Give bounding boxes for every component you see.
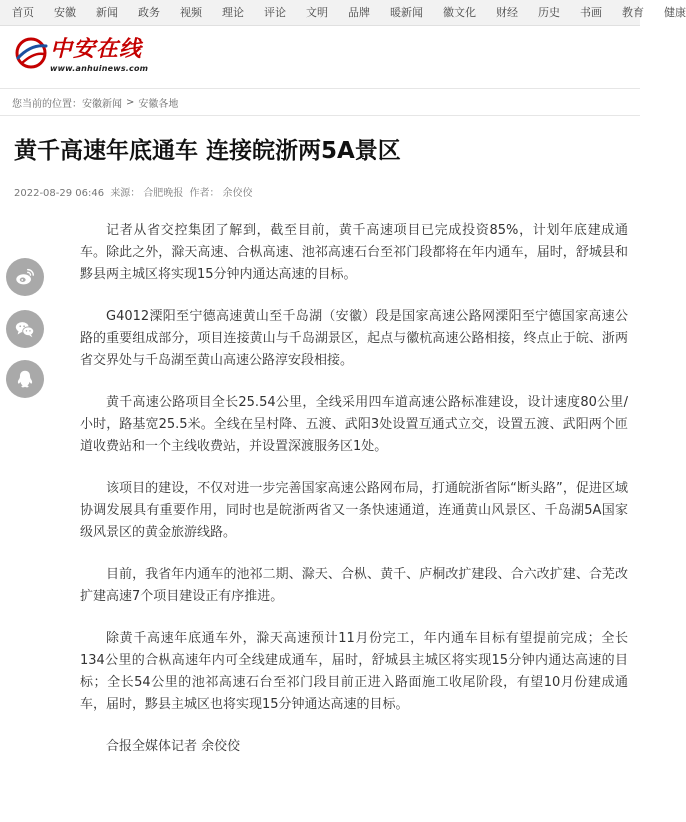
nav-item-education[interactable]: 教育 (622, 5, 644, 19)
weibo-icon (14, 266, 36, 288)
nav-item-video[interactable]: 视频 (180, 5, 202, 19)
article-paragraph: 目前，我省年内通车的池祁二期、滁天、合枞、黄千、庐桐改扩建段、合六改扩建、合芜改扩建高速7个项目建设正有序推进。 (80, 567, 628, 604)
nav-item-theory[interactable]: 理论 (222, 5, 244, 19)
nav-item-commentary[interactable]: 评论 (264, 5, 286, 19)
share-wechat-button[interactable] (6, 310, 44, 348)
author-name: 余佼佼 (222, 188, 253, 199)
nav-item-calligraphy[interactable]: 书画 (580, 5, 602, 19)
nav-item-civilization[interactable]: 文明 (306, 5, 328, 19)
nav-item-brand[interactable]: 品牌 (348, 5, 370, 19)
breadcrumb-item-anhui-local[interactable]: 安徽各地 (138, 98, 179, 110)
author-label: 作者： (189, 188, 220, 199)
nav-item-news[interactable]: 新闻 (96, 5, 118, 19)
article-paragraph: 该项目的建设，不仅对进一步完善国家高速公路网布局，打通皖浙省际“断头路”，促进区域协调发展具有重要作用，同时也是皖浙两省又一条快速通道，连通黄山风景区、千岛湖5A国家级风景区的黄金旅游线路。 (80, 481, 628, 540)
share-qq-button[interactable] (6, 360, 44, 398)
article-body (80, 220, 628, 758)
wechat-icon (14, 318, 36, 340)
nav-item-health[interactable]: 健康 (664, 5, 686, 19)
logo-text: 中安在线 (50, 36, 143, 62)
article-paragraph: 记者从省交控集团了解到，截至目前，黄千高速项目已完成投资85%，计划年底建成通车。除此之外，滁天高速、合枞高速、池祁高速石台至祁门段都将在年内通车，届时，舒城县和黟县两主城区将实现15分钟内通达高速的目标。 (80, 223, 628, 282)
logo-url: www.anhuinews.com (50, 64, 149, 73)
page-title: 黄千高速年底通车 连接皖浙两5A景区 (14, 138, 401, 164)
breadcrumb-separator: > (126, 96, 135, 108)
site-logo[interactable] (14, 34, 174, 80)
nav-item-warm-news[interactable]: 暖新闻 (390, 5, 423, 19)
nav-item-finance[interactable]: 财经 (496, 5, 518, 19)
article-paragraph: 黄千高速公路项目全长25.54公里，全线采用四车道高速公路标准建设，设计速度80公里/小时，路基宽25.5米。全线在呈村降、五渡、武阳3处设置互通式立交，设置五渡、武阳两个匝道收费站和一个主线收费站，并设置深渡服务区1处。 (80, 395, 628, 454)
source-name: 合肥晚报 (143, 188, 184, 199)
nav-item-anhui[interactable]: 安徽 (54, 5, 76, 19)
nav-item-hui-culture[interactable]: 徽文化 (443, 5, 476, 19)
article-byline: 合报全媒体记者 余佼佼 (106, 739, 241, 754)
source-label: 来源： (110, 188, 141, 199)
article-paragraph: G4012溧阳至宁德高速黄山至千岛湖（安徽）段是国家高速公路网溧阳至宁德国家高速公路的重要组成部分，项目连接黄山与千岛湖景区，起点与徽杭高速公路相接，终点止于皖、浙两省交界处与千岛湖至黄山高速公路淳安段相接。 (80, 309, 628, 368)
header (0, 26, 640, 88)
top-nav (0, 0, 686, 26)
nav-item-history[interactable]: 历史 (538, 5, 560, 19)
qq-icon (14, 368, 36, 390)
breadcrumb (0, 88, 640, 116)
article-paragraph: 除黄千高速年底通车外，滁天高速预计11月份完工，年内通车目标有望提前完成；全长134公里的合枞高速年内可全线建成通车，届时，舒城县主城区将实现15分钟内通达高速的目标；全长54公里的池祁高速石台至祁门段目前正进入路面施工收尾阶段，有望10月份建成通车，届时，黟县主城区也将实现15分钟通达高速的目标。 (80, 631, 628, 712)
breadcrumb-prefix: 您当前的位置： (12, 98, 82, 110)
publish-date: 2022-08-29 06:46 (14, 188, 105, 199)
breadcrumb-item-anhui-news[interactable]: 安徽新闻 (82, 98, 122, 110)
nav-item-government[interactable]: 政务 (138, 5, 160, 19)
nav-item-home[interactable]: 首页 (12, 5, 34, 19)
article-meta (14, 184, 256, 199)
share-weibo-button[interactable] (6, 258, 44, 296)
logo-mark-icon (14, 36, 48, 70)
